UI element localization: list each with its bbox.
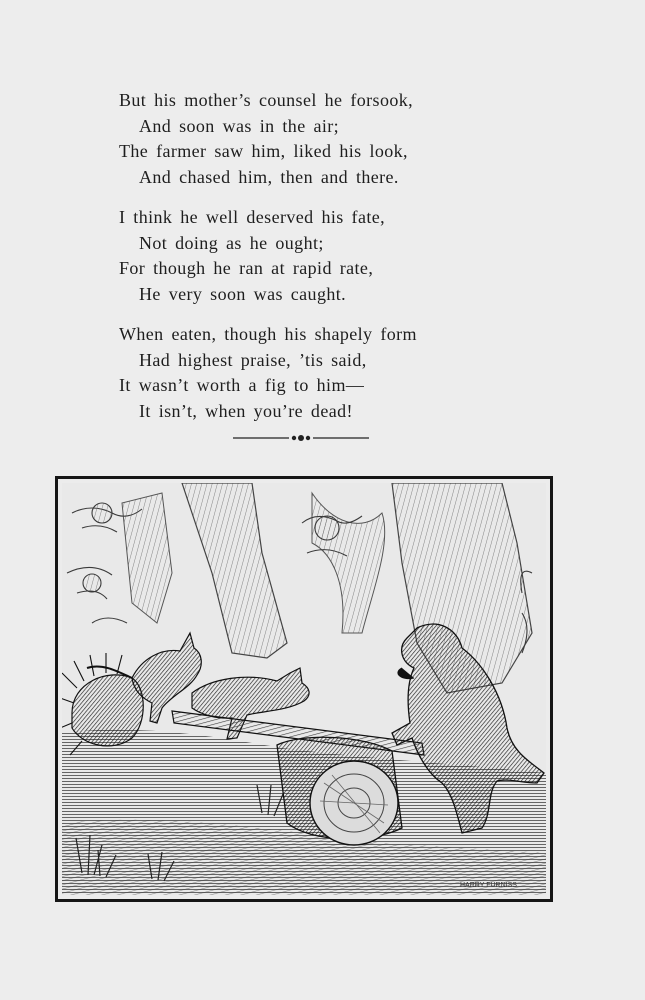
poem-line: Not doing as he ought; [139, 232, 324, 253]
poem-line: It wasn’t worth a fig to him— [119, 375, 365, 395]
ornament-divider [233, 432, 369, 444]
poem-line: I think he well deserved his fate, [119, 207, 386, 227]
poem-line: Had highest praise, ’tis said, [139, 349, 367, 370]
stanza-2 [119, 205, 417, 307]
illustration-signature: HARRY FURNISS [460, 882, 517, 889]
stanza-1 [119, 88, 417, 190]
log [277, 737, 402, 845]
poem-line: It isn’t, when you’re dead! [139, 400, 353, 421]
poem-line: When eaten, though his shapely form [119, 324, 417, 344]
poem-line: But his mother’s counsel he forsook, [119, 90, 414, 110]
poem-line: And soon was in the air; [139, 115, 340, 136]
poem-line: He very soon was caught. [139, 283, 347, 304]
illustration-frame [55, 476, 553, 902]
poem-line: The farmer saw him, liked his look, [119, 141, 408, 161]
stanza-3 [119, 322, 417, 424]
engraving-fox-bear-log [62, 483, 546, 895]
poem [119, 88, 417, 439]
poem-line: And chased him, then and there. [139, 166, 399, 187]
poem-line: For though he ran at rapid rate, [119, 258, 374, 278]
